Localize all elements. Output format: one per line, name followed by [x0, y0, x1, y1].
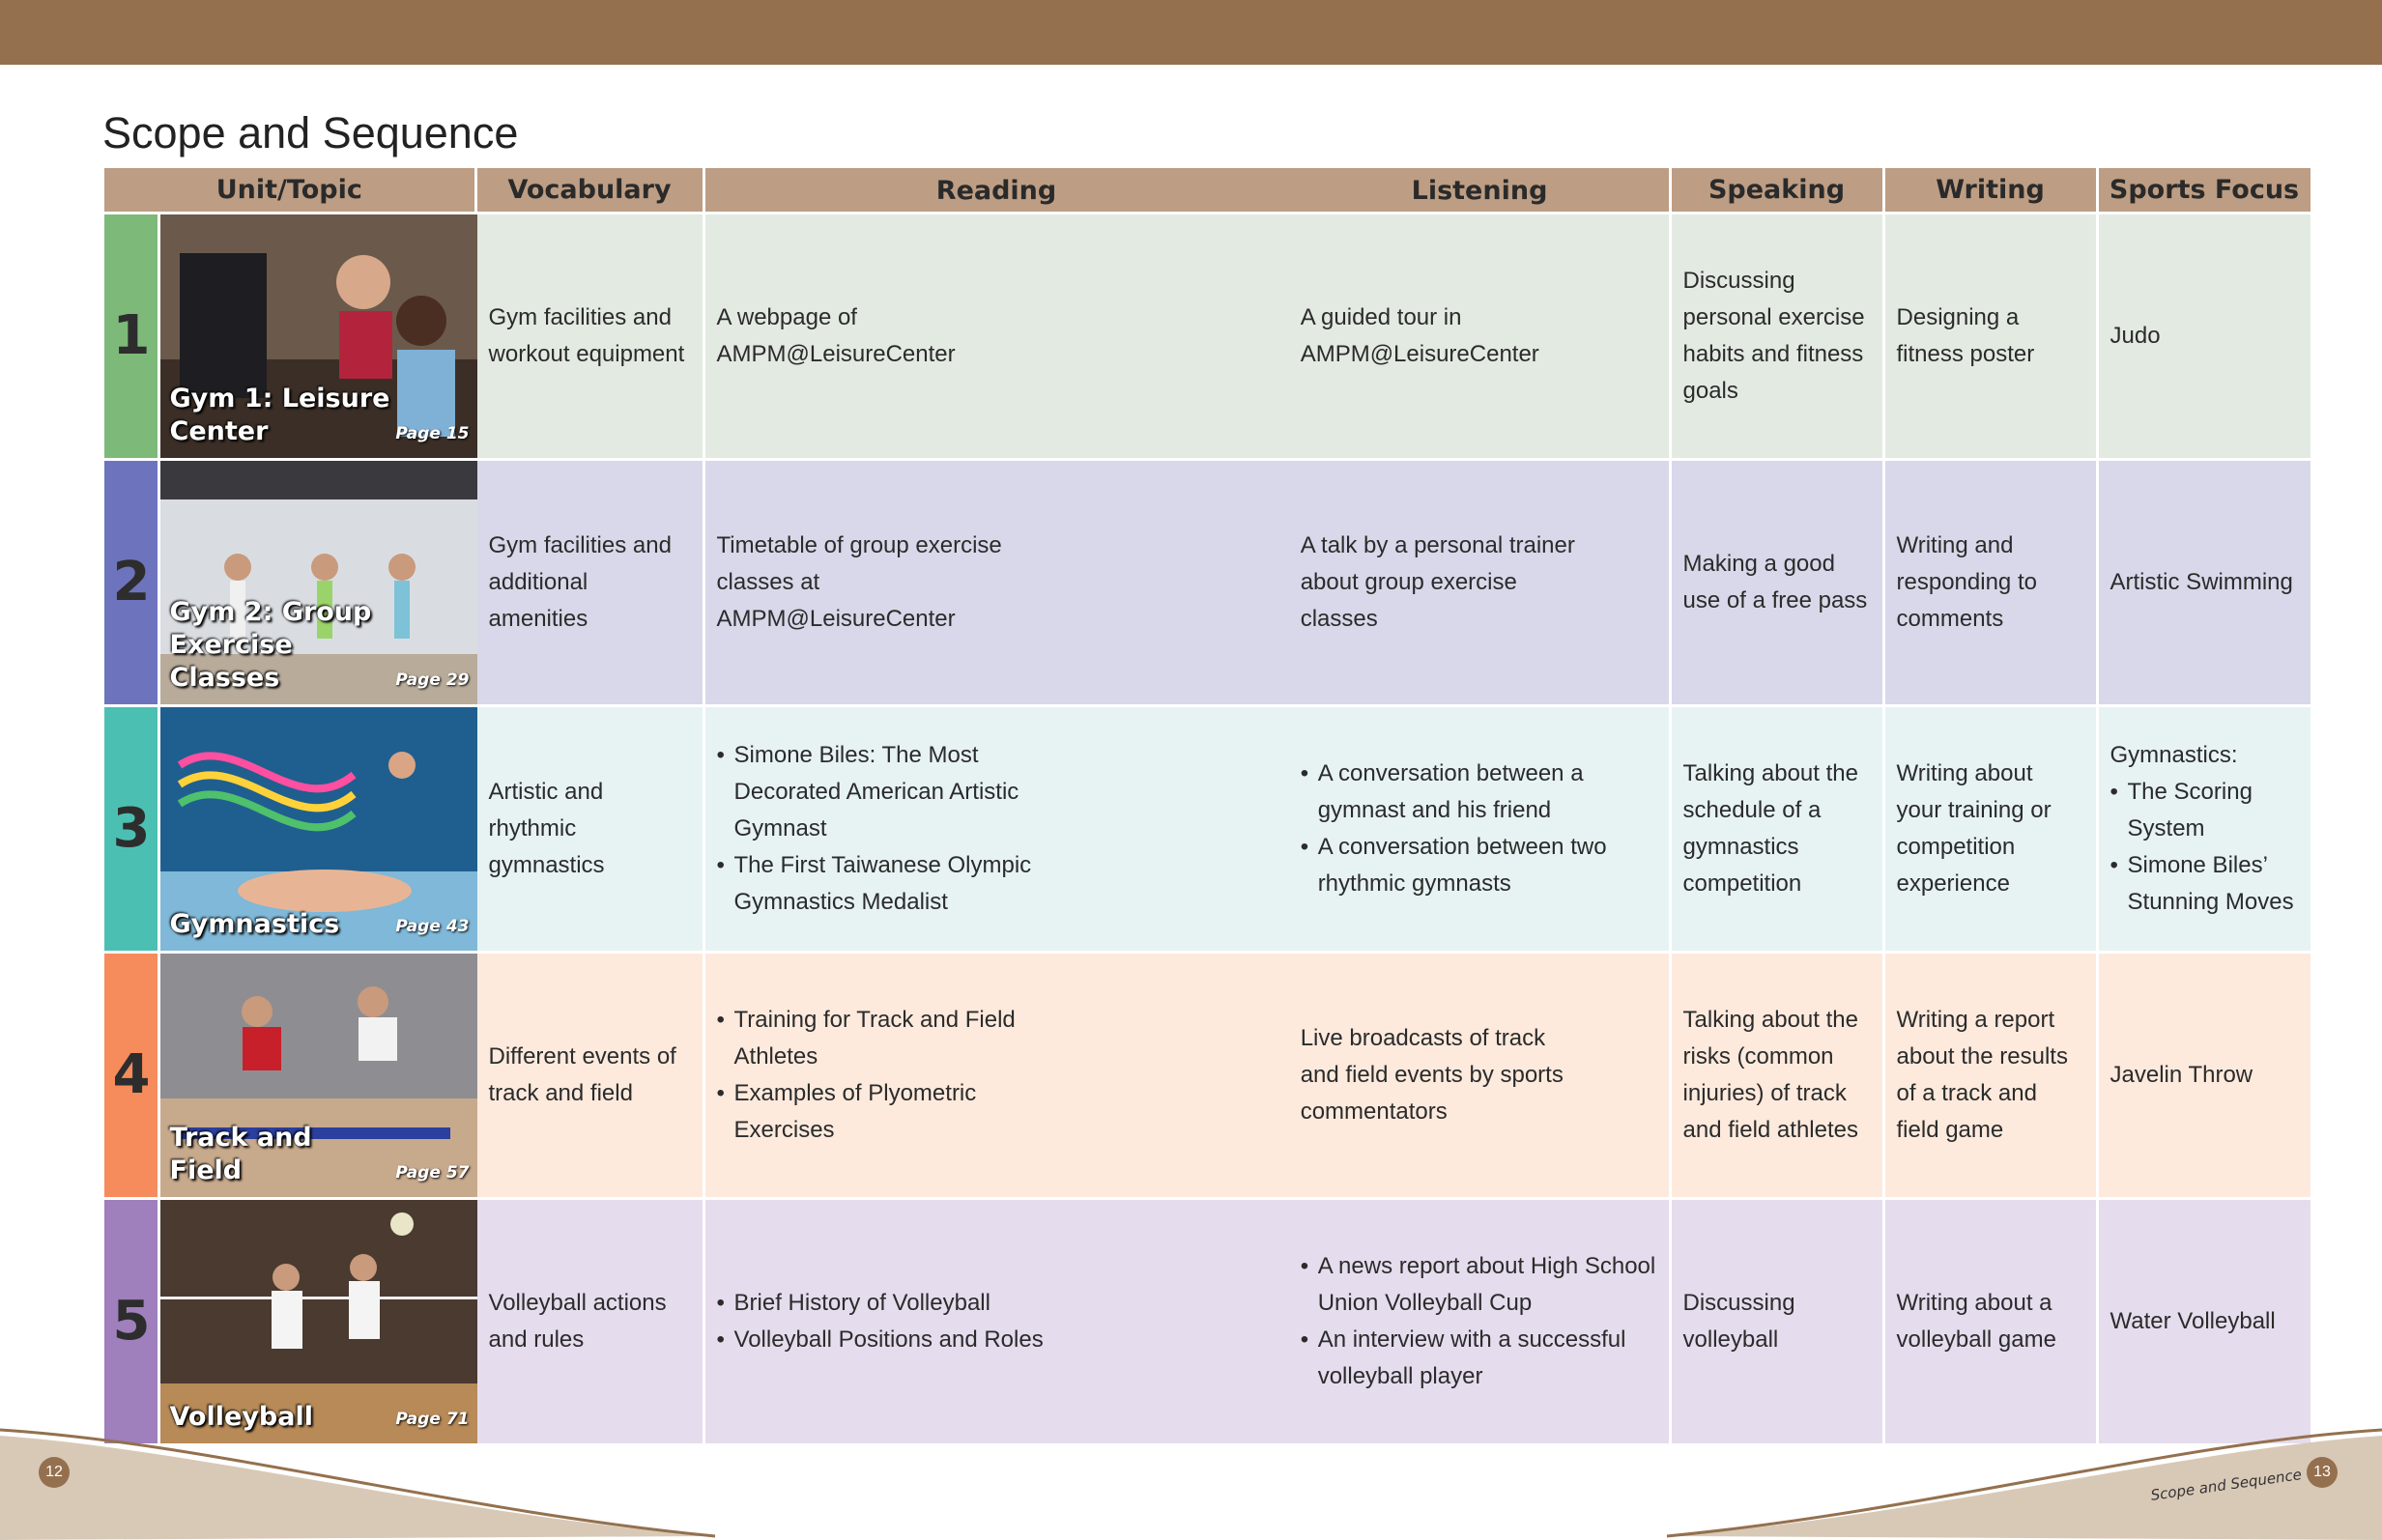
header-row — [104, 168, 2311, 214]
reading-list — [717, 1285, 1055, 1358]
speaking-cell: Discussing volleyball — [1670, 1199, 1883, 1444]
vocabulary-cell: Artistic and rhythmic gymnastics — [475, 706, 703, 953]
vocabulary-cell: Different events of track and field — [475, 953, 703, 1199]
unit-title: Track and Field — [169, 1123, 312, 1185]
unit-image-cell — [158, 953, 475, 1199]
reading-listening-cell — [703, 460, 1670, 706]
sports-focus-cell — [2097, 214, 2311, 460]
header-listening: Listening — [1411, 176, 1548, 206]
header-speaking: Speaking — [1670, 168, 1883, 214]
reading-content — [705, 1285, 1245, 1358]
speaking-cell: Talking about the risks (common injuries) of track and field athletes — [1670, 953, 1883, 1199]
unit-number-cell — [104, 953, 158, 1199]
unit-image-cell — [158, 460, 475, 706]
unit-image-cell — [158, 1199, 475, 1444]
unit-number: 4 — [104, 954, 158, 1197]
listening-content — [1289, 756, 1669, 902]
sports-focus-cell — [2097, 1199, 2311, 1444]
unit-page-ref: Page 29 — [395, 670, 470, 690]
reading-text: Timetable of group exercise classes at AMPM@LeisureCenter — [716, 532, 1002, 632]
unit-title: Gym 2: Group Exercise Classes — [169, 597, 372, 693]
sports-focus-cell — [2097, 706, 2311, 953]
listening-content — [1289, 1248, 1669, 1395]
unit-row-1 — [104, 214, 2311, 460]
sports-focus-heading: Javelin Throw — [2109, 1062, 2253, 1088]
unit-page-ref: Page 43 — [395, 917, 470, 936]
list-item: • Simone Biles: The Most Decorated American Artistic Gymnast — [717, 737, 1055, 847]
sports-focus-list — [2110, 774, 2299, 921]
sports-focus-heading: Gymnastics: — [2109, 742, 2238, 768]
list-item: • The First Taiwanese Olympic Gymnastics Medalist — [717, 847, 1055, 921]
sports-focus-heading: Judo — [2109, 323, 2161, 349]
reading-listening-cell — [703, 214, 1670, 460]
header-vocabulary: Vocabulary — [475, 168, 703, 214]
unit-photo — [160, 1200, 477, 1443]
writing-cell: Writing about your training or competition experience — [1883, 706, 2097, 953]
scope-sequence-table — [104, 168, 2313, 1443]
reading-content — [705, 1002, 1245, 1149]
listening-list — [1301, 756, 1657, 902]
list-item: • The Scoring System — [2110, 774, 2299, 847]
reading-listening-cell — [703, 1199, 1670, 1444]
writing-cell: Designing a fitness poster — [1883, 214, 2097, 460]
listening-text: A guided tour in AMPM@LeisureCenter — [1300, 304, 1539, 367]
unit-number: 2 — [104, 461, 158, 704]
unit-number: 1 — [104, 214, 158, 458]
list-item: • Examples of Plyometric Exercises — [717, 1075, 1055, 1149]
speaking-cell: Making a good use of a free pass — [1670, 460, 1883, 706]
footer-section-label: Scope and Sequence — [2149, 1466, 2303, 1504]
unit-title: Gymnastics — [169, 909, 340, 939]
unit-number-cell — [104, 706, 158, 953]
reading-listening-cell — [703, 953, 1670, 1199]
list-item: • A news report about High School Union Volleyball Cup — [1301, 1248, 1657, 1322]
header-unit: Unit/Topic — [104, 168, 475, 214]
listening-text: A talk by a personal trainer about group exercise classes — [1300, 532, 1575, 632]
unit-photo — [160, 214, 477, 458]
unit-photo — [160, 954, 477, 1197]
writing-cell: Writing and responding to comments — [1883, 460, 2097, 706]
listening-content — [1289, 299, 1669, 373]
unit-number-cell — [104, 460, 158, 706]
listening-content — [1289, 528, 1669, 638]
unit-row-3 — [104, 706, 2311, 953]
header-writing: Writing — [1883, 168, 2097, 214]
unit-title: Volleyball — [169, 1402, 313, 1432]
list-item: • A conversation between a gymnast and his friend — [1301, 756, 1657, 829]
top-banner — [0, 0, 2382, 65]
unit-photo — [160, 461, 477, 704]
header-sports-focus: Sports Focus — [2097, 168, 2311, 214]
reading-text: A webpage of AMPM@LeisureCenter — [716, 304, 956, 367]
listening-text: Live broadcasts of track and field events by sports commentators — [1300, 1025, 1564, 1125]
vocabulary-cell: Volleyball actions and rules — [475, 1199, 703, 1444]
list-item: • A conversation between two rhythmic gymnasts — [1301, 829, 1657, 902]
unit-number-cell — [104, 214, 158, 460]
unit-row-4 — [104, 953, 2311, 1199]
speaking-cell: Discussing personal exercise habits and fitness goals — [1670, 214, 1883, 460]
sports-focus-cell — [2097, 460, 2311, 706]
writing-cell: Writing a report about the results of a track and field game — [1883, 953, 2097, 1199]
unit-number: 5 — [104, 1200, 158, 1443]
unit-page-ref: Page 57 — [395, 1163, 470, 1183]
list-item: • Simone Biles’ Stunning Moves — [2110, 847, 2299, 921]
reading-listening-cell — [703, 706, 1670, 953]
unit-page-ref: Page 71 — [395, 1410, 470, 1429]
unit-number: 3 — [104, 707, 158, 951]
page-number-right: 13 — [2307, 1457, 2338, 1488]
listening-content — [1289, 1020, 1669, 1130]
list-item: • Volleyball Positions and Roles — [717, 1322, 1055, 1358]
sports-focus-heading: Artistic Swimming — [2109, 569, 2293, 595]
footer-swoosh-left — [0, 1411, 734, 1540]
unit-page-ref: Page 15 — [395, 424, 470, 443]
reading-content — [705, 737, 1245, 921]
listening-list — [1301, 1248, 1657, 1395]
reading-content — [705, 299, 1245, 373]
reading-list — [717, 1002, 1055, 1149]
list-item: • Training for Track and Field Athletes — [717, 1002, 1055, 1075]
unit-row-5 — [104, 1199, 2311, 1444]
list-item: • Brief History of Volleyball — [717, 1285, 1055, 1322]
unit-number-cell — [104, 1199, 158, 1444]
sports-focus-cell — [2097, 953, 2311, 1199]
page-title: Scope and Sequence — [102, 108, 519, 157]
unit-row-2 — [104, 460, 2311, 706]
speaking-cell: Talking about the schedule of a gymnastics competition — [1670, 706, 1883, 953]
vocabulary-cell: Gym facilities and workout equipment — [475, 214, 703, 460]
reading-list — [717, 737, 1055, 921]
header-reading-listening — [703, 168, 1670, 214]
header-reading: Reading — [935, 176, 1057, 206]
vocabulary-cell: Gym facilities and additional amenities — [475, 460, 703, 706]
list-item: • An interview with a successful volleyball player — [1301, 1322, 1657, 1395]
unit-title: Gym 1: Leisure Center — [169, 384, 390, 446]
page-number-left: 12 — [39, 1457, 70, 1488]
unit-image-cell — [158, 706, 475, 953]
writing-cell: Writing about a volleyball game — [1883, 1199, 2097, 1444]
unit-photo — [160, 707, 477, 951]
sports-focus-heading: Water Volleyball — [2109, 1308, 2276, 1334]
unit-image-cell — [158, 214, 475, 460]
reading-content — [705, 528, 1245, 638]
